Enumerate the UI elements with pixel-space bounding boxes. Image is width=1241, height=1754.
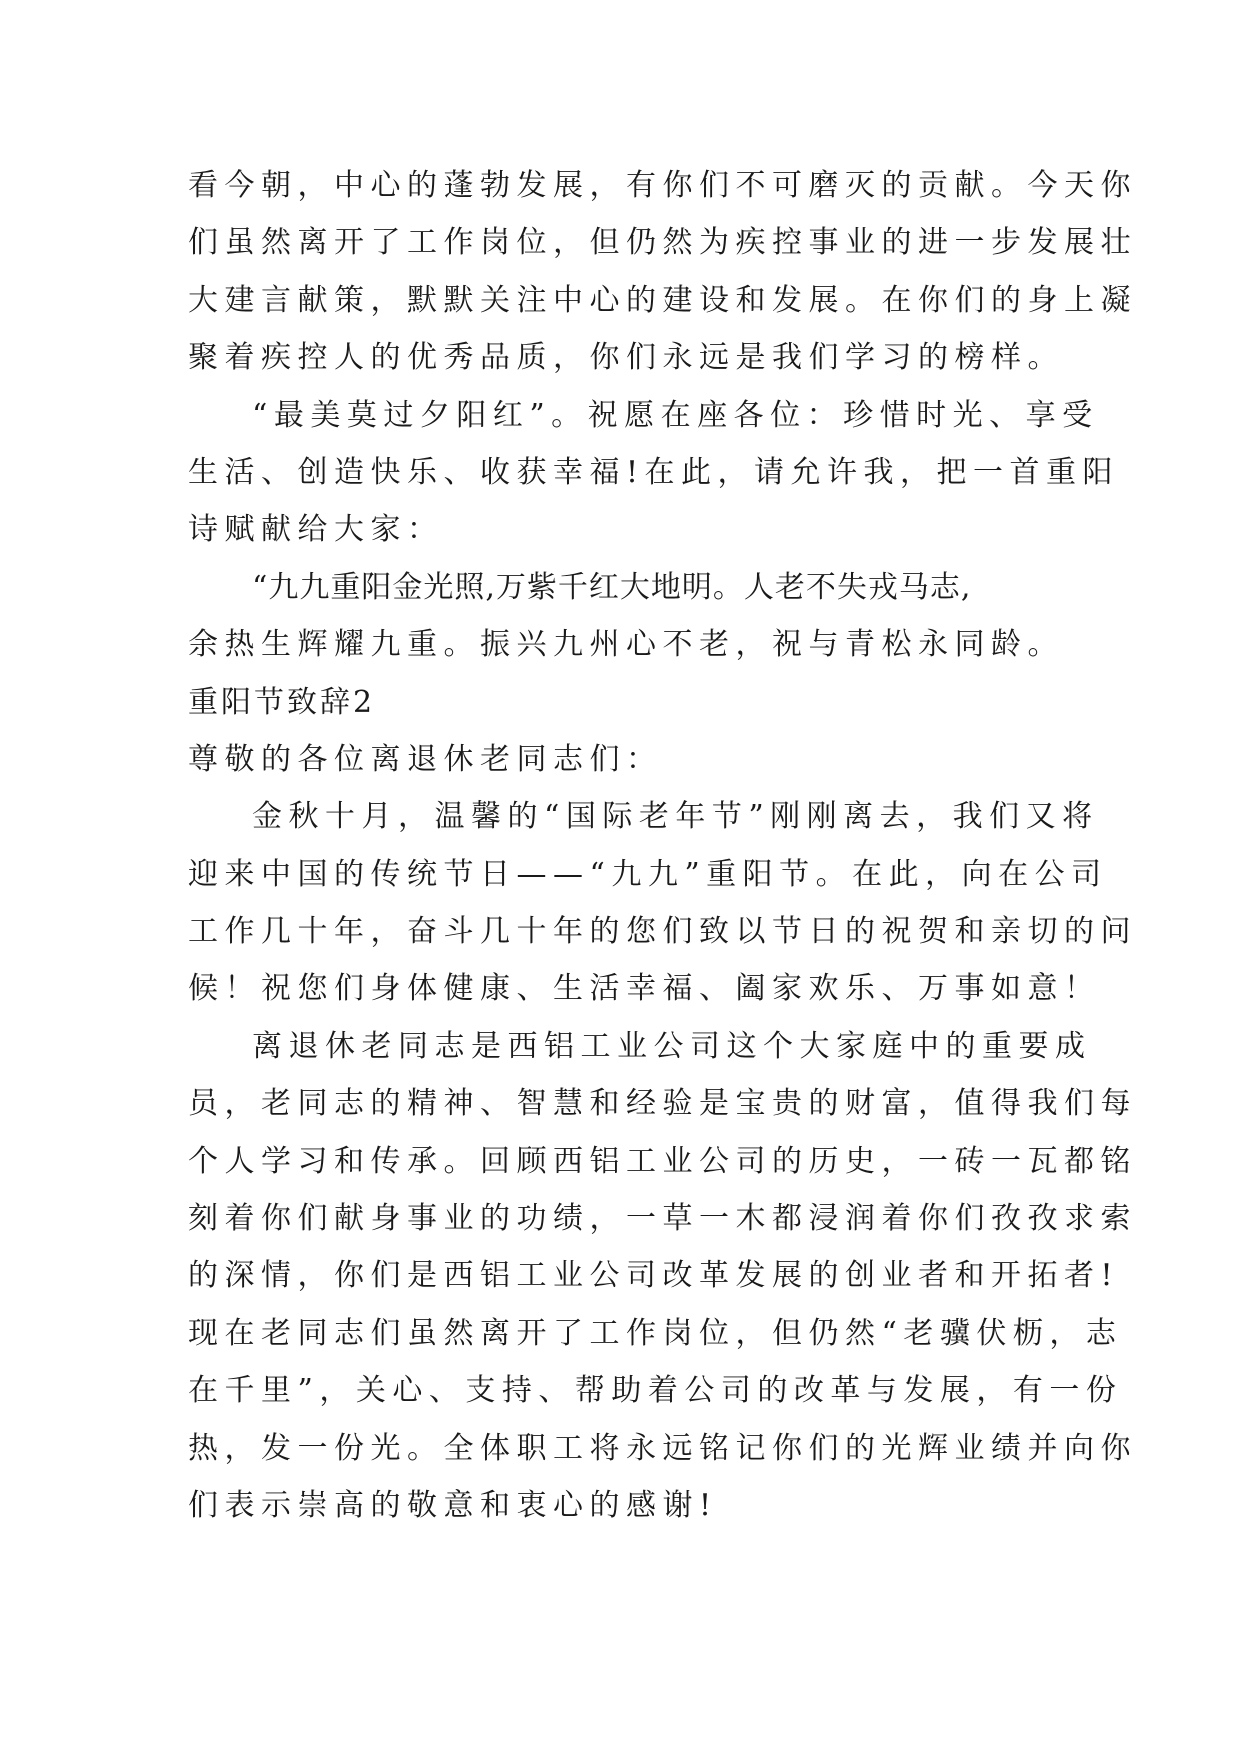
text-line: 个人学习和传承。回顾西铝工业公司的历史，一砖一瓦都铭 xyxy=(188,1143,1137,1179)
text-line: 余热生辉耀九重。振兴九州心不老，祝与青松永同龄。 xyxy=(188,627,1064,663)
text-line: 热，发一份光。全体职工将永远铭记你们的光辉业绩并向你 xyxy=(188,1430,1137,1466)
text-line: 刻着你们献身事业的功绩，一草一木都浸润着你们孜孜求索 xyxy=(188,1201,1137,1237)
text-line: 现在老同志们虽然离开了工作岗位，但仍然“老骥伏枥，志 xyxy=(188,1315,1123,1351)
document-body xyxy=(188,157,1137,1534)
text-line: 大建言献策，默默关注中心的建设和发展。在你们的身上凝 xyxy=(188,282,1137,318)
paragraph-tribute xyxy=(188,1018,1137,1535)
text-line: 在千里”，关心、支持、帮助着公司的改革与发展，有一份 xyxy=(188,1373,1123,1409)
text-line: “最美莫过夕阳红”。祝愿在座各位：珍惜时光、享受 xyxy=(252,397,1099,433)
section-title: 重阳节致辞2 xyxy=(188,684,376,720)
text-line: 迎来中国的传统节日——“九九”重阳节。在此，向在公司 xyxy=(188,856,1108,892)
text-line: 们表示崇高的敬意和衷心的感谢! xyxy=(188,1487,718,1523)
text-line: 金秋十月，温馨的“国际老年节”刚刚离去，我们又将 xyxy=(252,799,1099,835)
paragraph-greeting xyxy=(188,788,1137,1018)
text-line: “九九重阳金光照,万紫千红大地明。人老不失戎马志, xyxy=(252,569,972,605)
text-line: 的深情，你们是西铝工业公司改革发展的创业者和开拓者! xyxy=(188,1258,1120,1294)
text-line: 候！祝您们身体健康、生活幸福、阖家欢乐、万事如意！ xyxy=(188,971,1101,1007)
text-line: 离退休老同志是西铝工业公司这个大家庭中的重要成 xyxy=(252,1028,1092,1064)
text-line: 们虽然离开了工作岗位，但仍然为疾控事业的进一步发展壮 xyxy=(188,225,1137,261)
paragraph-contribution xyxy=(188,157,1137,387)
text-line: 生活、创造快乐、收获幸福!在此，请允许我，把一首重阳 xyxy=(188,454,1120,490)
text-line: 工作几十年，奋斗几十年的您们致以节日的祝贺和亲切的问 xyxy=(188,914,1137,950)
poem xyxy=(188,559,1068,674)
text-line: 员，老同志的精神、智慧和经验是宝贵的财富，值得我们每 xyxy=(188,1086,1137,1122)
salutation: 尊敬的各位离退休老同志们： xyxy=(188,741,663,777)
text-line: 诗赋献给大家： xyxy=(188,512,444,548)
text-line: 看今朝，中心的蓬勃发展，有你们不可磨灭的贡献。今天你 xyxy=(188,168,1137,203)
text-line: 聚着疾控人的优秀品质，你们永远是我们学习的榜样。 xyxy=(188,340,1064,376)
paragraph-wishes xyxy=(188,387,1120,559)
